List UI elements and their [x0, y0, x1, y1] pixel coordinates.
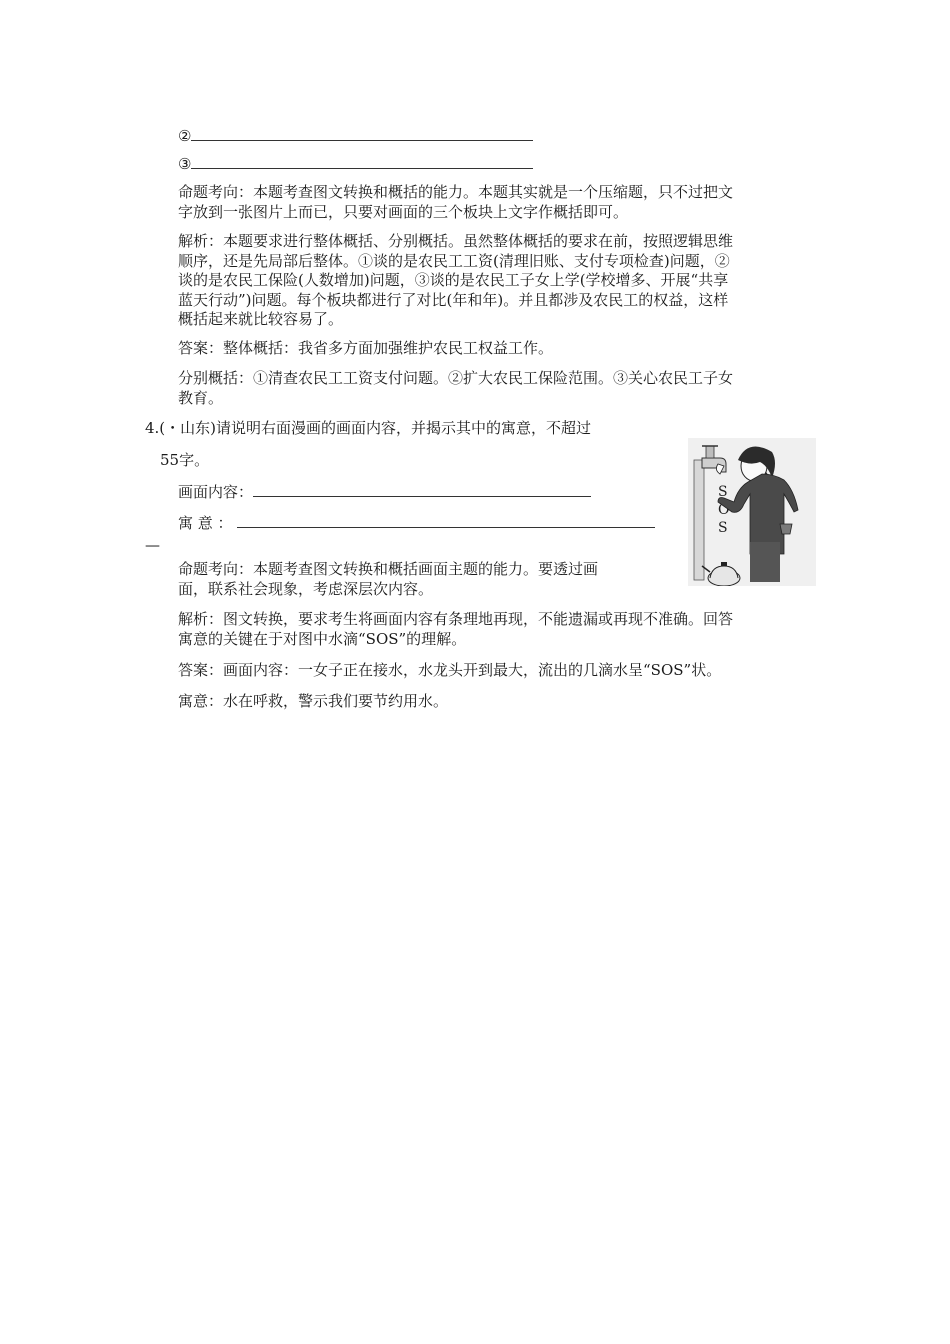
text-line: 顺序，还是先局部后整体。①谈的是农民工工资(清理旧账、支付专项检查)问题，②: [178, 251, 730, 270]
content-label: 画面内容：: [178, 483, 254, 501]
sos-drop: O: [718, 502, 730, 518]
text-line: 字放到一张图片上而已，只要对画面的三个板块上文字作概括即可。: [178, 202, 629, 221]
q4-answer-content: [178, 661, 808, 681]
answer-blank-2: [178, 126, 533, 146]
q3-analysis: [178, 232, 808, 330]
blank-number-3: ③: [178, 155, 192, 173]
sos-cartoon-image: [688, 438, 816, 586]
q4-analysis: [178, 610, 808, 649]
q3-answer-separate: [178, 369, 808, 408]
text-line: 寓意的关键在于对图中水滴“SOS”的理解。: [178, 629, 467, 648]
sos-drop: S: [718, 484, 728, 500]
q4-stem-line1: 4.(・山东)请说明右面漫画的画面内容，并揭示其中的寓意，不超过: [145, 419, 592, 437]
text-line: 寓意：水在呼救，警示我们要节约用水。: [178, 692, 449, 710]
q4-answer-meaning: [178, 692, 808, 712]
q4-stem-line2: 55字。: [160, 451, 210, 469]
text-line: 答案：画面内容：一女子正在接水，水龙头开到最大，流出的几滴水呈“SOS”状。: [178, 661, 722, 679]
meaning-label: 寓 意 ：: [178, 514, 233, 532]
text-line: 解析：本题要求进行整体概括、分别概括。虽然整体概括的要求在前，按照逻辑思维: [178, 232, 734, 250]
text-line: 分别概括：①清查农民工工资支付问题。②扩大农民工保险范围。③关心农民工子女: [178, 369, 734, 387]
cartoon-drawing: [688, 438, 816, 586]
text-line: 蓝天行动”)问题。每个板块都进行了对比(年和年)。并且都涉及农民工的权益，这样: [178, 290, 729, 309]
text-line: 概括起来就比较容易了。: [178, 310, 344, 328]
text-line: 解析：图文转换，要求考生将画面内容有条理地再现，不能遗漏或再现不准确。回答: [178, 610, 734, 628]
q4-intent: [178, 560, 668, 599]
answer-blank-3: [178, 154, 533, 174]
blank-line: [191, 154, 533, 169]
q4-content-blank: [178, 482, 591, 502]
q4-meaning-blank: [178, 513, 655, 533]
q3-answer-overall: [178, 339, 808, 359]
q4-dash: —: [145, 536, 160, 554]
blank-line: [253, 482, 591, 497]
text-line: 面，联系社会现象，考虑深层次内容。: [178, 579, 434, 598]
blank-line: [237, 513, 655, 528]
blank-line: [191, 126, 533, 141]
text-line: 答案：整体概括：我省多方面加强维护农民工权益工作。: [178, 339, 554, 357]
text-line: 命题考向：本题考查图文转换和概括画面主题的能力。要透过画: [178, 560, 599, 578]
text-line: 教育。: [178, 388, 224, 407]
blank-number-2: ②: [178, 127, 192, 145]
q3-intent: [178, 183, 808, 222]
text-line: 命题考向：本题考查图文转换和概括的能力。本题其实就是一个压缩题，只不过把文: [178, 183, 734, 201]
sos-drop: S: [718, 520, 728, 536]
text-line: 谈的是农民工保险(人数增加)问题，③谈的是农民工子女上学(学校增多、开展“共享: [178, 271, 729, 289]
